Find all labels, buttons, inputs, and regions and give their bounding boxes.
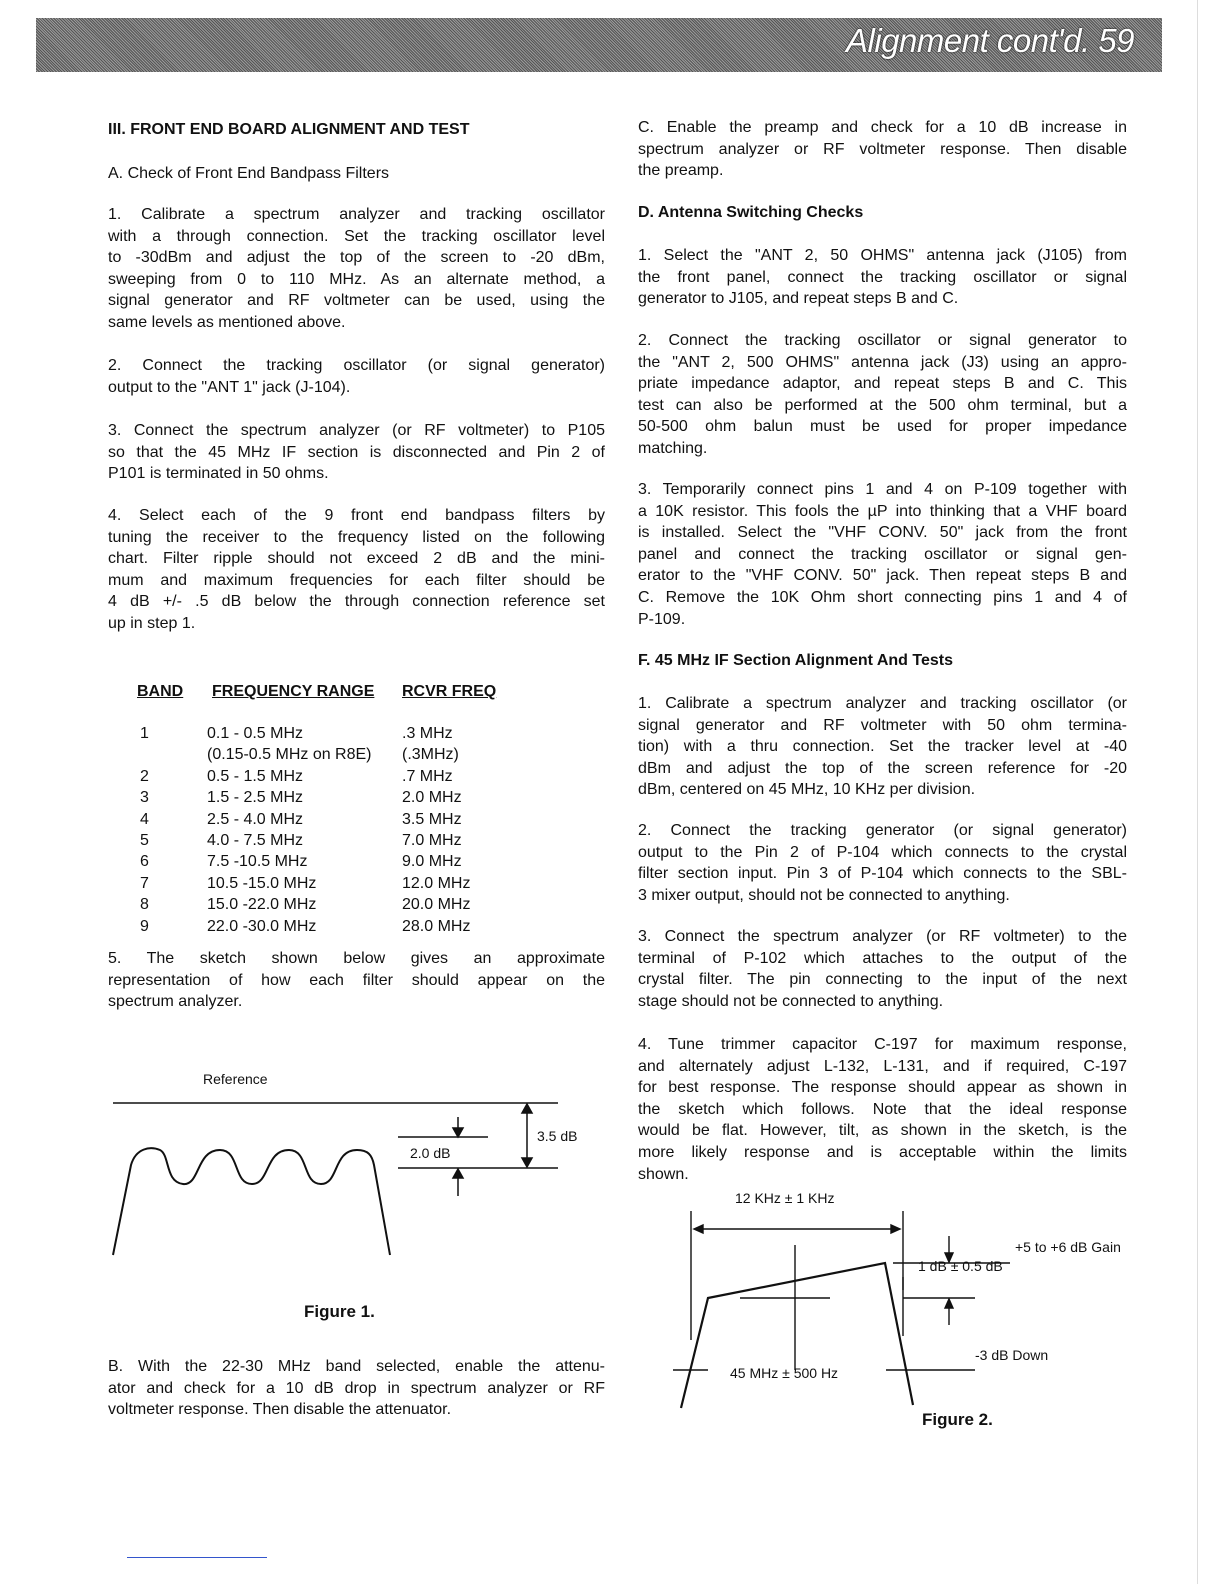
paragraph-line: dBm and adjust the top of the screen reference for -20 [638,759,1127,777]
paragraph-line: P101 is terminated in 50 ohms. [108,465,329,483]
figure1-reference-label: Reference [203,1071,268,1087]
paragraph-line: more likely response and is acceptable within the limits [638,1143,1127,1161]
paragraph-line: test can also be performed at the 500 ohm terminal, but a [638,396,1127,414]
paragraph-line: signal generator and RF voltmeter with 50 ohm termina- [638,716,1127,734]
paragraph-line: for best response. The response should appear as shown in [638,1079,1127,1097]
table-cell: 2 [140,767,149,785]
table-cell: (.3MHz) [402,746,459,764]
figure2-down-label: -3 dB Down [975,1347,1049,1363]
paragraph-line: dBm, centered on 45 MHz, 10 KHz per division. [638,781,976,799]
paragraph-line: is installed. Select the "VHF CONV. 50" jack from the front [638,524,1127,542]
table-cell: 5 [140,832,149,849]
paragraph-line: chart. Filter ripple should not exceed 2 dB and the mini- [108,550,605,568]
paragraph-line: 3. Connect the spectrum analyzer (or RF voltmeter) to P105 [108,422,605,439]
paragraph-line: stage should not be connected to anything. [638,992,944,1010]
table-cell: 0.5 - 1.5 MHz [207,767,304,785]
paragraph-line: 4. Select each of the 9 front end bandpass filters by [108,507,605,524]
figure2-tilt-label: 1 dB ± 0.5 dB [918,1258,1003,1274]
paragraph-line: spectrum analyzer or RF voltmeter response. Then disable [638,140,1127,158]
table-cell: 10.5 -15.0 MHz [207,874,317,892]
paragraph-line: ator and check for a 10 dB drop in spectrum analyzer or RF [108,1379,605,1397]
table-header-rcvr-freq: RCVR FREQ [402,683,497,700]
paragraph-line: output to the "ANT 1" jack (J-104). [108,378,351,396]
paragraph-line: voltmeter response. Then disable the attenuator. [108,1401,452,1419]
table-cell: 1.5 - 2.5 MHz [207,789,304,807]
paragraph-line: the preamp. [638,162,724,180]
table-header-frequency-range: FREQUENCY RANGE [212,683,375,700]
paragraph-line: filter section input. Pin 3 of P-104 which connects to the SBL- [638,865,1127,883]
paragraph-line: signal generator and RF voltmeter can be used, using the [108,292,605,310]
paragraph-line: 3 mixer output, should not be connected to anything. [638,886,1010,904]
table-cell: 7 [140,874,149,892]
table-cell: .3 MHz [402,725,453,742]
arrow-down-icon [453,1128,463,1137]
table-cell: 28.0 MHz [402,917,471,935]
paragraph-line: output to the Pin 2 of P-104 which connects to the crystal [638,843,1127,861]
paragraph-line: tuning the receiver to the frequency listed on the following [108,528,605,546]
figure1-ripple-label: 2.0 dB [410,1145,451,1161]
figure1-depth-label: 3.5 dB [537,1128,578,1144]
table-cell: 7.5 -10.5 MHz [207,853,308,871]
paragraph-line: and alternately adjust L-132, L-131, and if required, C-197 [638,1057,1127,1075]
paragraph-line: so that the 45 MHz IF section is disconnected and Pin 2 of [108,443,605,461]
paragraph-line: 4. Tune trimmer capacitor C-197 for maximum response, [638,1036,1127,1053]
table-cell: 4.0 - 7.5 MHz [207,832,304,849]
subsection-a-heading: A. Check of Front End Bandpass Filters [108,165,390,182]
table-cell: 22.0 -30.0 MHz [207,917,317,935]
paragraph-line: C. Remove the 10K Ohm short connecting pins 1 and 4 of [638,588,1127,606]
paragraph-line: 50-500 ohm balun must be used for proper impedance [638,418,1127,436]
paragraph-line: 2. Connect the tracking oscillator or signal generator to [638,332,1127,349]
figure-1 [113,1103,558,1255]
figure2-bandwidth-label: 12 KHz ± 1 KHz [735,1190,835,1206]
paragraph-line: C. Enable the preamp and check for a 10 dB increase in [638,119,1127,136]
paragraph-line: B. With the 22-30 MHz band selected, enable the attenu- [108,1358,605,1375]
paragraph-line: tion) with a thru connection. Set the tracker level at -40 [638,738,1127,756]
paragraph-line: with a through connection. Set the tracking oscillator level [108,227,605,245]
paragraph-line: priate impedance adaptor, and repeat steps B and C. This [638,375,1127,393]
paragraph-line: a 10K resistor. This fools the µP into thinking that a VHF board [638,502,1127,520]
table-cell: 4 [140,810,149,828]
paragraph-line: spectrum analyzer. [108,993,243,1011]
if-response-curve [681,1263,913,1408]
subsection-d-heading: D. Antenna Switching Checks [638,204,864,221]
page-header-title: Alignment cont'd. 59 [846,22,1134,59]
table-cell: 6 [140,853,149,871]
footer-rule [127,1557,267,1558]
paragraph-line: crystal filter. The pin connecting to the input of the next [638,971,1127,989]
table-cell: 12.0 MHz [402,874,471,892]
paragraph-line: the front panel, connect the tracking oscillator or signal [638,268,1127,286]
figure-2 [673,1211,1010,1408]
paragraph-line: mum and maximum frequencies for each filter should be [108,571,605,589]
paragraph-line: representation of how each filter should appear on the [108,971,605,989]
filter-response-curve [113,1148,390,1255]
figure2-gain-label: +5 to +6 dB Gain [1015,1239,1121,1255]
table-cell: .7 MHz [402,767,453,785]
paragraph-line: 5. The sketch shown below gives an approximate [108,950,605,967]
table-cell: 20.0 MHz [402,896,471,914]
figure2-center-label: 45 MHz ± 500 Hz [730,1365,839,1381]
subsection-f-heading: F. 45 MHz IF Section Alignment And Tests [638,652,953,669]
table-cell: 7.0 MHz [402,832,462,849]
table-cell: 2.0 MHz [402,789,462,807]
table-cell: 9 [140,917,149,935]
paragraph-line: matching. [638,439,708,457]
table-cell: 9.0 MHz [402,853,462,871]
table-cell: 2.5 - 4.0 MHz [207,810,304,828]
paragraph-line: 4 dB +/- .5 dB below the through connection reference set [108,593,605,611]
table-cell: (0.15-0.5 MHz on R8E) [207,746,372,764]
gain-arrow-up-icon [945,1299,953,1308]
paragraph-line: 2. Connect the tracking oscillator (or signal generator) [108,357,605,374]
figure1-caption: Figure 1. [304,1302,375,1321]
paragraph-line: 1. Select the "ANT 2, 50 OHMS" antenna jack (J105) from [638,247,1127,264]
paragraph-line: 3. Connect the spectrum analyzer (or RF voltmeter) to the [638,928,1127,945]
paragraph-line: generator to J105, and repeat steps B and C. [638,290,959,308]
paragraph-line: sweeping from 0 to 110 MHz. As an alternate method, a [108,270,605,288]
figure2-caption: Figure 2. [922,1410,993,1429]
paragraph-line: the sketch which follows. Note that the ideal response [638,1100,1127,1118]
paragraph-line: up in step 1. [108,614,196,632]
table-cell: 15.0 -22.0 MHz [207,896,317,914]
paragraph-line: terminal of P-102 which attaches to the output of the [638,949,1127,967]
table-cell: 0.1 - 0.5 MHz [207,725,304,742]
paragraph-line: shown. [638,1165,689,1183]
table-cell: 1 [140,725,149,742]
table-cell: 8 [140,896,149,914]
table-header-band: BAND [137,683,184,700]
table-cell: 3.5 MHz [402,810,462,828]
paragraph-line: P-109. [638,610,686,628]
paragraph-line: the "ANT 2, 500 OHMS" antenna jack (J3) using an appro- [638,353,1127,371]
paragraph-line: 2. Connect the tracking generator (or signal generator) [638,822,1127,839]
paragraph-line: panel and connect the tracking oscillator or signal gen- [638,545,1127,563]
paragraph-line: 1. Calibrate a spectrum analyzer and tracking oscillator (or [638,695,1127,712]
paragraph-line: 1. Calibrate a spectrum analyzer and tracking oscillator [108,206,605,223]
section-title: III. FRONT END BOARD ALIGNMENT AND TEST [108,121,470,138]
paragraph-line: would be flat. However, tilt, as shown in the sketch, is the [638,1122,1127,1140]
paragraph-line: same levels as mentioned above. [108,313,346,331]
table-cell: 3 [140,789,149,807]
arrow-up-icon [453,1169,463,1178]
paragraph-line: to -30dBm and adjust the top of the screen to -20 dBm, [108,249,605,267]
paragraph-line: erator to the "VHF CONV. 50" jack. Then repeat steps B and [638,567,1127,585]
paragraph-line: 3. Temporarily connect pins 1 and 4 on P-109 together with [638,481,1127,498]
